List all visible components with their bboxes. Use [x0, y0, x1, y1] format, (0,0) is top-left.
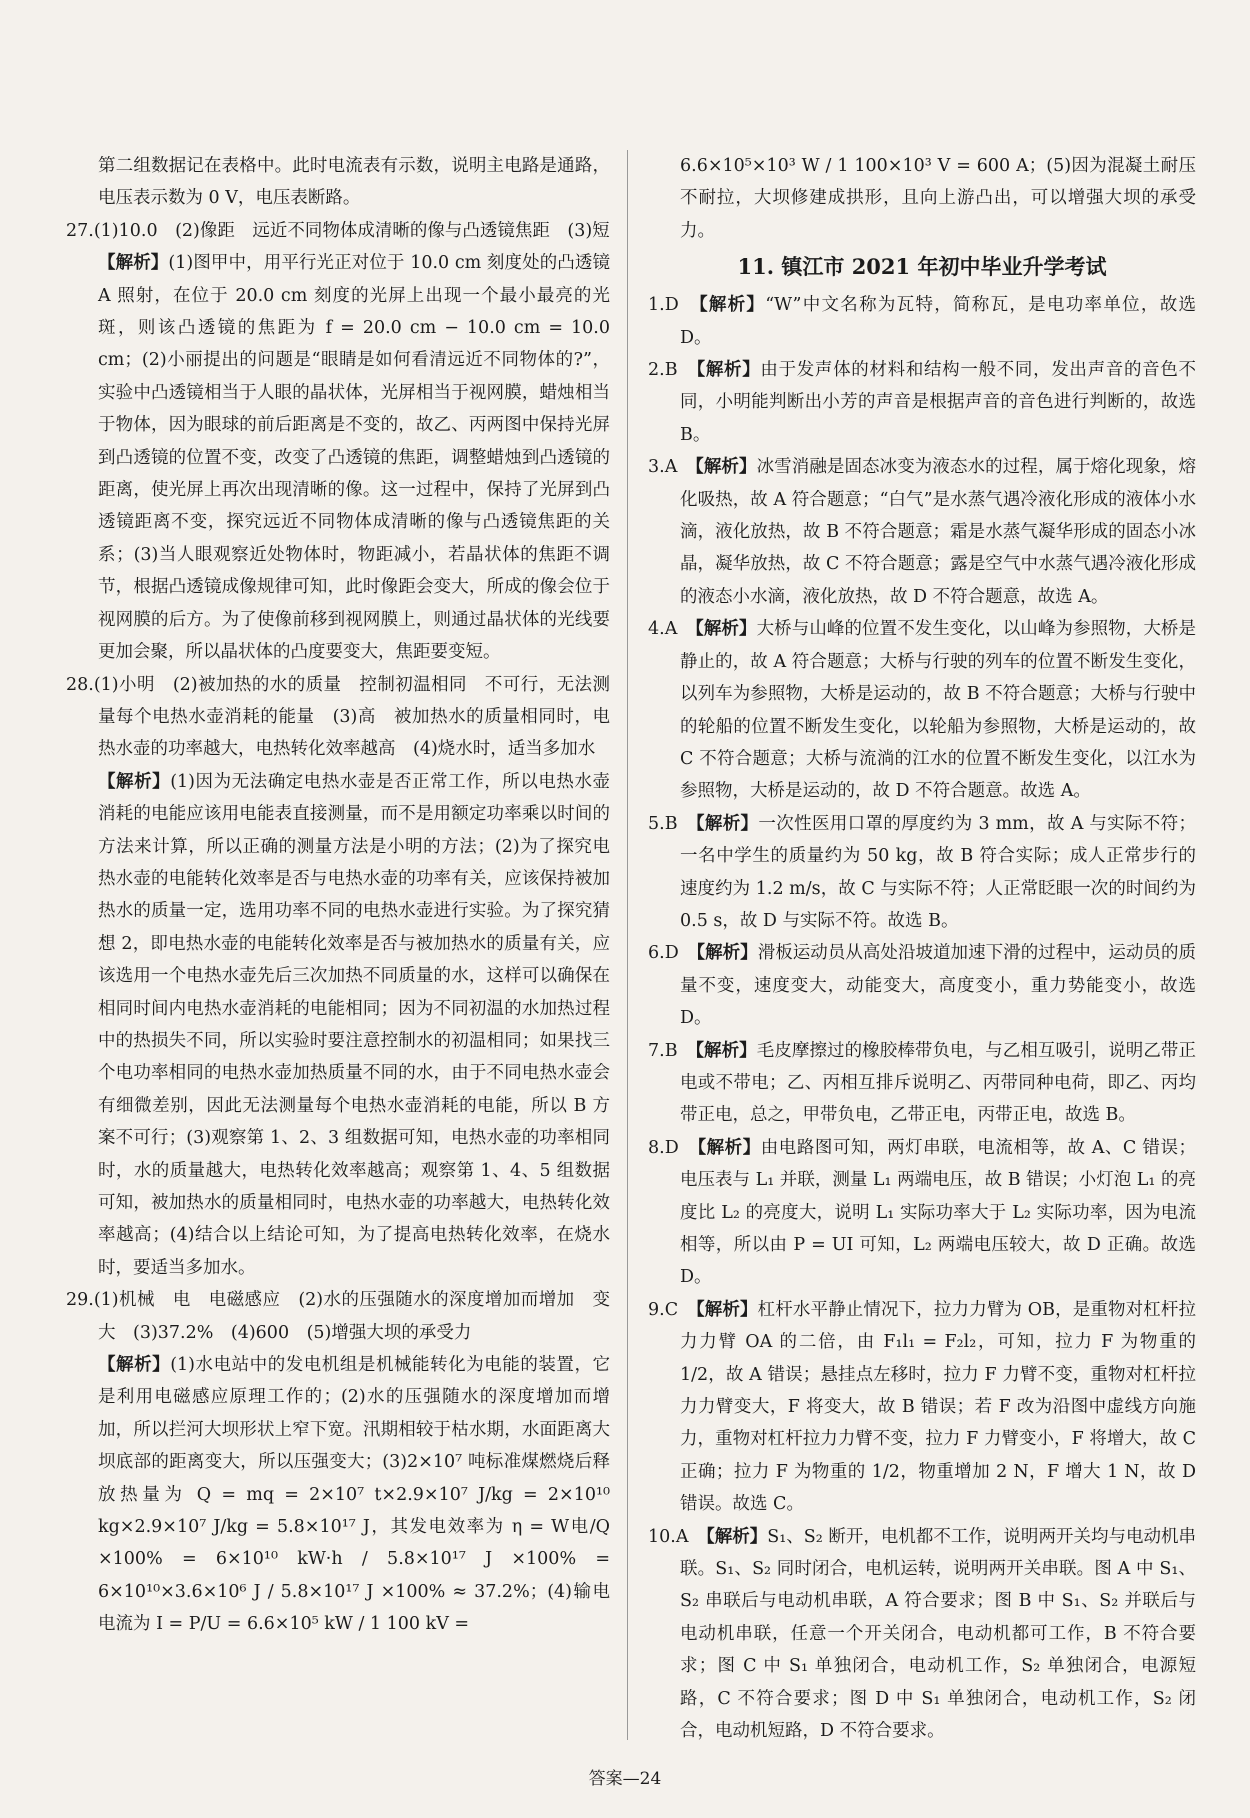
answer-text: 27.(1)10.0 (2)像距 远近不同物体成清晰的像与凸透镜焦距 (3)短: [66, 220, 610, 241]
answer-text: (1)因为无法确定电热水壶是否正常工作，所以电热水壶消耗的电能应该用电能表直接测量，而不是用额定功率乘以时间的方法来计算，所以正确的测量方法是小明的方法；(2)为了探究电热水壶的电能转化效率是否与电热水壶的功率有关，应该保持被加热水的质量一定，选用功率不同的电热水壶进行实验。为了探究猜想 2，即电热水壶的电能转化效率是否与被加热水的质量有关，应该选用一个电热水壶先后三次加热不同质量的水，这样可以确保在相同时间内电热水壶消耗的电能相同；因为不同初温的水加热过程中的热损失不同，所以实验时要注意控制水的初温相同；如果找三个电功率相同的电热水壶加热质量不同的水，由于不同电热水壶会有细微差别，因此无法测量每个电热水壶消耗的电能，所以 B 方案不可行；(3)观察第 1、2、3 组数据可知，电热水壶的功率相同时，水的质量越大，电热转化效率越高；观察第 1、4、5 组数据可知，被加热水的质量相同时，电热水壶的功率越大，电热转化效率越高；(4)结合以上结论可知，为了提高电热转化效率，在烧水时，要适当多加水。: [98, 771, 610, 1278]
analysis-label: 【解析】: [698, 295, 766, 316]
answer-text: 5.B: [648, 813, 696, 834]
analysis-text: 冰雪消融是固态冰变为液态水的过程，属于熔化现象，熔化吸热，故 A 符合题意；“白气”是水蒸气遇冷液化形成的液体小水滴，液化放热，故 B 不符合题意；霜是水蒸气凝华形成的固态小冰晶，凝华放热，故 C 不符合题意；露是空气中水蒸气遇冷液化形成的液态小水滴，液化放热，故 D 不符合题意，故选 A。: [680, 457, 1197, 607]
analysis-label: 【解析】: [696, 360, 761, 381]
analysis-label: 【解析】: [98, 771, 171, 792]
analysis-text: “W”中文名称为瓦特，简称瓦，是电功率单位，故选 D。: [680, 295, 1196, 348]
page-footer: 答案—24: [588, 1769, 662, 1789]
right-column: [648, 150, 1196, 1748]
answer-item: [648, 1521, 1196, 1748]
answer-text: (1)水电站中的发电机组是机械能转化为电能的装置，它是利用电磁感应原理工作的；(2)水的压强随水的深度增加而增加，所以拦河大坝形状上窄下宽。汛期相较于枯水期，水面距离大坝底部的距离变大，所以压强变大；(3)2×10⁷ 吨标准煤燃烧后释放热量为 Q = mq = 2×10⁷ t×2.9×10⁷ J/kg = 2×10¹⁰ kg×2.9×10⁷ J/kg = 5.8×10¹⁷ J，其发电效率为 η = W电/Q ×100% = 6×10¹⁰ kW·h / 5.8×10¹⁷ J ×100% = 6×10¹⁰×3.6×10⁶ J / 5.8×10¹⁷ J ×100% ≈ 37.2%；(4)输电电流为 I = P/U = 6.6×10⁵ kW / 1 100 kV =: [98, 1355, 610, 1635]
analysis-text: [66, 150, 610, 215]
answer-item: [648, 1035, 1196, 1132]
answer-item: [648, 937, 1196, 1034]
answer-text: 6.6×10⁵×10³ W / 1 100×10³ V = 600 A；(5)因为混凝土耐压不耐拉，大坝修建成拱形，且向上游凸出，可以增强大坝的承受力。: [680, 156, 1196, 241]
analysis-text: 毛皮摩擦过的橡胶棒带负电，与乙相互吸引，说明乙带正电或不带电；乙、丙相互排斥说明乙、丙带同种电荷，即乙、丙均带正电，总之，甲带负电，乙带正电，丙带正电，故选 B。: [680, 1040, 1196, 1126]
answer-text: 6.D: [648, 943, 697, 964]
column-divider: [627, 150, 628, 1740]
answer-text: 7.B: [648, 1040, 696, 1061]
analysis-text: [648, 150, 1196, 247]
answer-item: [648, 1294, 1196, 1521]
answer-item: [66, 1284, 610, 1349]
analysis-label: 【解析】: [705, 1526, 768, 1547]
analysis-text: S₁、S₂ 断开，电机都不工作，说明两开关均与电动机串联。S₁、S₂ 同时闭合，电机运转，说明两开关串联。图 A 中 S₁、S₂ 串联后与电动机串联，A 符合要求；图 B 中 S₁、S₂ 并联后与电动机串联，任意一个开关闭合，电动机都可工作，B 不符合要求；图 C 中 S₁ 单独闭合，电动机工作，S₂ 单独闭合，电源短路，C 不符合要求；图 D 中 S₁ 单独闭合，电动机工作，S₂ 闭合，电动机短路，D 不符合要求。: [680, 1526, 1196, 1742]
analysis-label: 【解析】: [697, 1137, 761, 1158]
answer-text: 29.(1)机械 电 电磁感应 (2)水的压强随水的深度增加而增加 变大 (3)37.2% (4)600 (5)增强大坝的承受力: [66, 1290, 610, 1343]
analysis-label: 【解析】: [695, 457, 757, 478]
analysis-text: 大桥与山峰的位置不发生变化，以山峰为参照物，大桥是静止的，故 A 符合题意；大桥与行驶的列车的位置不断发生变化，以列车为参照物，大桥是运动的，故 B 不符合题意；大桥与行驶中的轮船的位置不断发生变化，以轮船为参照物，大桥是运动的，故 C 不符合题意；大桥与流淌的江水的位置不断发生变化，以江水为参照物，大桥是运动的，故 D 不符合题意。故选 A。: [680, 619, 1197, 802]
answer-text: 3.A: [648, 457, 695, 478]
answer-text: 28.(1)小明 (2)被加热的水的质量 控制初温相同 不可行，无法测量每个电热水壶消耗的能量 (3)高 被加热水的质量相同时，电热水壶的功率越大，电热转化效率越高 (4)烧水时，适当多加水: [66, 674, 610, 760]
answer-item: [648, 289, 1196, 354]
left-column: [66, 150, 610, 1641]
answer-text: 第二组数据记在表格中。此时电流表有示数，说明主电路是通路，电压表示数为 0 V，电压表断路。: [98, 156, 610, 209]
analysis-text: 由电路图可知，两灯串联，电流相等，故 A、C 错误；电压表与 L₁ 并联，测量 L₁ 两端电压，故 B 错误；小灯泡 L₁ 的亮度比 L₂ 的亮度大，说明 L₁ 实际功率大于 L₂ 实际功率，因为电流相等，所以由 P = UI 可知，L₂ 两端电压较大，故 D 正确。故选 D。: [680, 1137, 1197, 1288]
analysis-label: 【解析】: [696, 943, 758, 964]
analysis-label: 【解析】: [695, 1040, 757, 1061]
answer-item: [648, 1132, 1196, 1294]
analysis-text: 杠杆水平静止情况下，拉力力臂为 OB，是重物对杠杆拉力力臂 OA 的二倍，由 F₁l₁ = F₂l₂，可知，拉力 F 为物重的 1/2，故 A 错误；悬挂点左移时，拉力 F 力臂不变，重物对杠杆拉力力臂变大，F 将变大，故 B 错误；若 F 改为沿图中虚线方向施力，重物对杠杆拉力力臂不变，拉力 F 力臂变小，F 将增大，故 C 正确；拉力 F 为物重的 1/2，物重增加 2 N，F 增大 1 N，故 D 错误。故选 C。: [680, 1299, 1197, 1515]
analysis-text: 滑板运动员从高处沿坡道加速下滑的过程中，运动员的质量不变，速度变大，动能变大，高度变小，重力势能变小，故选 D。: [680, 943, 1196, 1029]
analysis-label: 【解析】: [695, 813, 759, 834]
answer-text: 2.B: [648, 360, 697, 381]
analysis-label: 【解析】: [695, 619, 757, 640]
answer-item: [66, 215, 610, 247]
analysis-text: [66, 247, 610, 668]
answer-item: [648, 451, 1196, 613]
answer-text: 8.D: [648, 1137, 698, 1158]
section-title: 11. 镇江市 2021 年初中毕业升学考试: [737, 254, 1107, 280]
answer-item: [66, 669, 610, 766]
answer-text: 9.C: [648, 1299, 696, 1320]
answer-item: [648, 354, 1196, 451]
analysis-text: 由于发声体的材料和结构一般不同，发出声音的音色不同，小明能判断出小芳的声音是根据声音的音色进行判断的，故选 B。: [680, 360, 1197, 445]
analysis-text: [66, 766, 610, 1285]
answer-text: 10.A: [648, 1526, 706, 1547]
answer-text: 4.A: [648, 619, 695, 640]
answer-text: (1)图甲中，用平行光正对位于 10.0 cm 刻度处的凸透镜 A 照射，在位于 20.0 cm 刻度的光屏上出现一个最小最亮的光斑，则该凸透镜的焦距为 f = 20.0 cm − 10.0 cm = 10.0 cm；(2)小丽提出的问题是“眼睛是如何看清远近不同物体的?”，实验中凸透镜相当于人眼的晶状体，光屏相当于视网膜，蜡烛相当于物体，因为眼球的前后距离是不变的，故乙、丙两图中保持光屏到凸透镜的位置不变，改变了凸透镜的焦距，调整蜡烛到凸透镜的距离，使光屏上再次出现清晰的像。这一过程中，保持了光屏到凸透镜距离不变，探究远近不同物体成清晰的像与凸透镜焦距的关系；(3)当人眼观察近处物体时，物距减小，若晶状体的焦距不调节，根据凸透镜成像规律可知，此时像距会变大，所成的像会位于视网膜的后方。为了使像前移到视网膜上，则通过晶状体的光线要更加会聚，所以晶状体的凸度要变大，焦距要变短。: [98, 253, 611, 663]
answer-item: [648, 808, 1196, 938]
answer-item: [648, 613, 1196, 807]
answer-text: 1.D: [648, 295, 699, 316]
analysis-label: 【解析】: [98, 253, 169, 274]
analysis-text: [66, 1349, 610, 1641]
analysis-label: 【解析】: [98, 1355, 171, 1376]
analysis-label: 【解析】: [695, 1299, 758, 1320]
analysis-text: 一次性医用口罩的厚度约为 3 mm，故 A 与实际不符；一名中学生的质量约为 50 kg，故 B 符合实际；成人正常步行的速度约为 1.2 m/s，故 C 与实际不符；人正常眨眼一次的时间约为 0.5 s，故 D 与实际不符。故选 B。: [680, 813, 1197, 931]
